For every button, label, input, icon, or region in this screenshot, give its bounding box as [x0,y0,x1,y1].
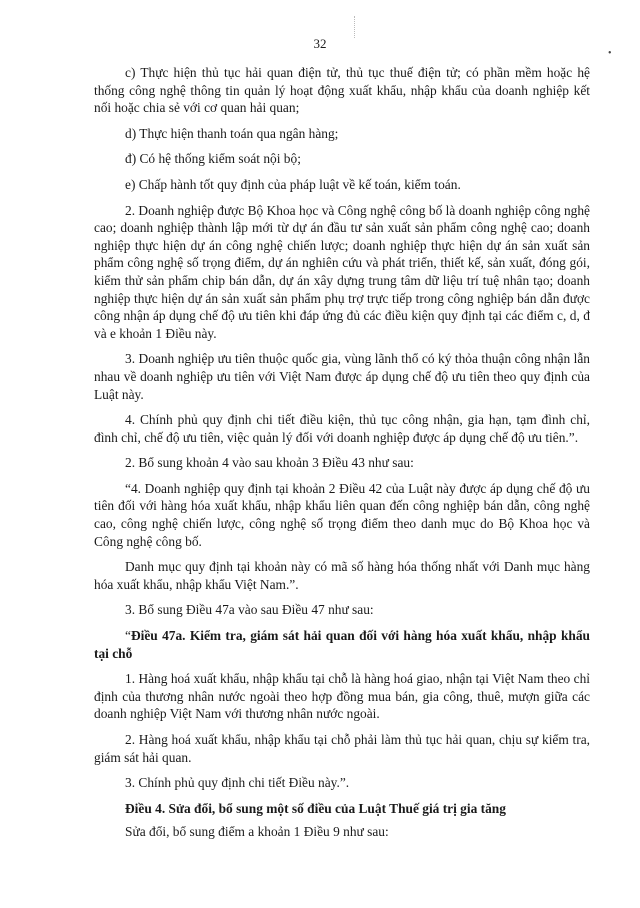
article-47a-clause-2: 2. Hàng hoá xuất khẩu, nhập khẩu tại chỗ phải làm thủ tục hải quan, chịu sự kiểm tra, giám sát hải quan. [94,732,590,765]
document-body [94,64,590,849]
clause-e: e) Chấp hành tốt quy định của pháp luật về kế toán, kiểm toán. [125,176,461,192]
clause-dd: đ) Có hệ thống kiểm soát nội bộ; [125,151,301,167]
article-47a-clause-1: 1. Hàng hoá xuất khẩu, nhập khẩu tại chỗ là hàng hoá giao, nhận tại Việt Nam theo chỉ định của thương nhân nước ngoài theo hợp đồng mua bán, gia công, thuê, mượn giữa các doanh nghiệp Việt Nam với thương nhân nước ngoài. [94,671,590,722]
amendment-item-2: 2. Bổ sung khoản 4 vào sau khoản 3 Điều 43 như sau: [125,455,414,471]
quoted-clause-4: “4. Doanh nghiệp quy định tại khoản 2 Điều 42 của Luật này được áp dụng chế độ ưu tiên đối với hàng hóa xuất khẩu, nhập khẩu liên quan đến công nghiệp bán dẫn, công nghệ cao, công nghệ chiến lược, công nghệ số trọng điểm theo danh mục do Bộ Khoa học và Công nghệ công bố. [94,480,590,549]
amendment-item-3: 3. Bổ sung Điều 47a vào sau Điều 47 như sau: [125,602,374,618]
clause-c: c) Thực hiện thủ tục hải quan điện tử, thủ tục thuế điện tử; có phần mềm hoặc hệ thống công nghệ thông tin quản lý hoạt động xuất khẩu, nhập khẩu của doanh nghiệp kết nối hoặc chia sẻ với cơ quan hải quan; [94,65,590,116]
section-3-paragraph: 3. Doanh nghiệp ưu tiên thuộc quốc gia, vùng lãnh thổ có ký thỏa thuận công nhận lẫn nhau về doanh nghiệp ưu tiên với Việt Nam được áp dụng chế độ ưu tiên theo quy định của Luật này. [94,351,590,402]
stray-mark: • [608,48,612,59]
opening-quote: “ [125,628,131,644]
clause-d: d) Thực hiện thanh toán qua ngân hàng; [125,125,339,141]
section-2-paragraph: 2. Doanh nghiệp được Bộ Khoa học và Công nghệ công bố là doanh nghiệp công nghệ cao; doanh nghiệp thành lập mới từ dự án đầu tư sản xuất sản phẩm công nghệ cao; doanh nghiệp thực hiện dự án công nghệ chiến lược; doanh nghiệp thực hiện dự án sản xuất sản phẩm công nghệ số trọng điểm, dự án nghiên cứu và phát triển, thiết kế, sản xuất, đóng gói, kiểm thử sản phẩm chip bán dẫn, dự án xây dựng trung tâm dữ liệu trí tuệ nhân tạo; doanh nghiệp thực hiện dự án sản xuất sản phẩm phụ trợ trực tiếp trong công nghiệp bán dẫn được công nhận áp dụng chế độ ưu tiên khi đáp ứng đủ các điều kiện quy định tại các điểm c, d, đ và e khoản 1 Điều này. [94,202,590,341]
article-47a-title: Điều 47a. Kiểm tra, giám sát hải quan đối với hàng hóa xuất khẩu, nhập khẩu tại chỗ [94,628,590,661]
amendment-intro: Sửa đổi, bổ sung điểm a khoản 1 Điều 9 như sau: [125,824,389,840]
article-4-heading: Điều 4. Sửa đổi, bổ sung một số điều của Luật Thuế giá trị gia tăng [125,800,506,816]
article-47a-heading [94,627,590,662]
scan-artifact [354,16,356,38]
page-number: 32 [313,36,327,51]
article-47a-clause-3: 3. Chính phủ quy định chi tiết Điều này.”. [125,775,350,791]
section-4-paragraph: 4. Chính phủ quy định chi tiết điều kiện, thủ tục công nhận, gia hạn, tạm đình chỉ, đình chỉ, chế độ ưu tiên, việc quản lý đối với doanh nghiệp được áp dụng chế độ ưu tiên.”. [94,412,590,445]
list-paragraph: Danh mục quy định tại khoản này có mã số hàng hóa thống nhất với Danh mục hàng hóa xuất khẩu, nhập khẩu Việt Nam.”. [94,559,590,592]
